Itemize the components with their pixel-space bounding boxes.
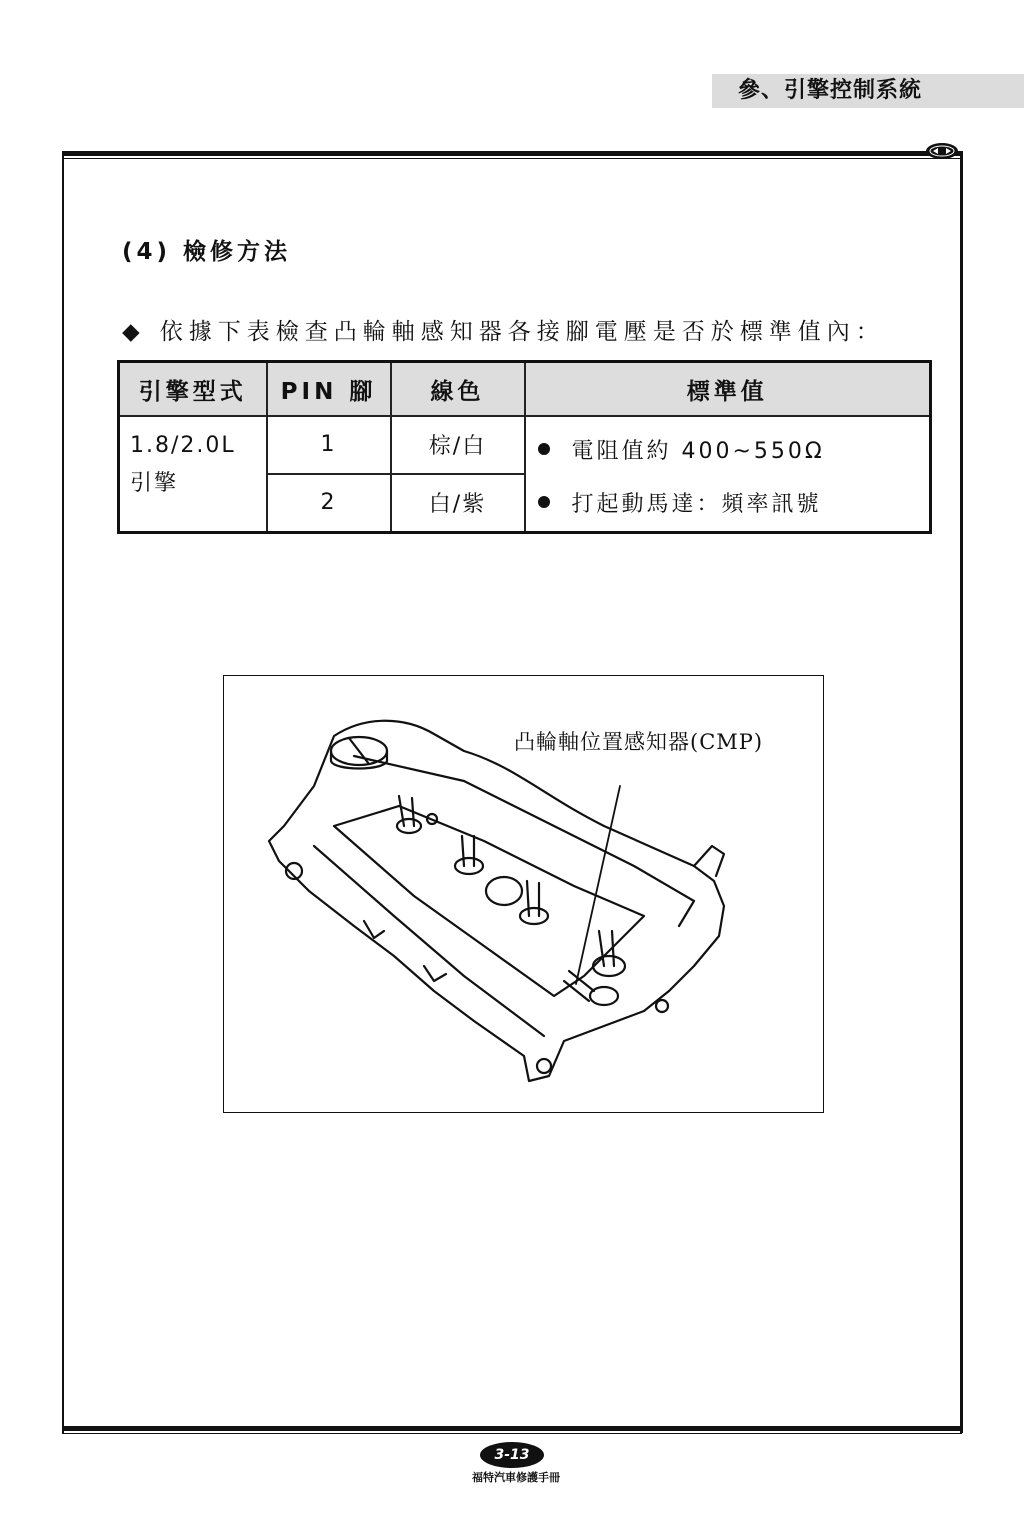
diamond-bullet-icon: ◆ [122,319,146,345]
spec-table [117,360,932,534]
table-row [119,416,931,474]
frame-bottom-border [62,1426,962,1431]
table-header-row [119,362,931,417]
frame-top-border-thin [62,158,962,159]
footer-publisher: 福特汽車修護手冊 [472,1471,560,1484]
brand-logo-icon [924,141,960,161]
frame-top-border [62,151,962,156]
chapter-title: 參、引擎控制系統 [712,74,1024,108]
wire-color-cell: 白/紫 [391,474,525,533]
figure-label: 凸輪軸位置感知器(CMP) [514,730,764,754]
standard-item [538,478,930,531]
standard-value-cell [525,416,931,533]
header-standard-value: 標準值 [525,362,931,417]
frame-left-border [62,151,64,1433]
engine-type-cell [119,416,267,533]
engine-type-line2: 引擎 [130,471,179,496]
instruction-line [122,313,885,346]
pin-cell: 2 [267,474,391,533]
pin-cell: 1 [267,416,391,474]
engine-type-line1: 1.8/2.0L [130,433,236,458]
frame-right-border [960,151,963,1433]
wire-color-cell: 棕/白 [391,416,525,474]
header-wire-color: 線色 [391,362,525,417]
header-pin: PIN 腳 [267,362,391,417]
figure-box [223,675,824,1113]
standard-text: 電阻值約 400~550Ω [571,439,825,464]
frame-bottom-border-thin [62,1433,962,1434]
bullet-icon [538,496,550,508]
page-number-badge: 3-13 [480,1442,544,1468]
standard-item [538,425,930,478]
instruction-text: 依據下表檢查凸輪軸感知器各接腳電壓是否於標準值內： [159,319,885,345]
standard-text: 打起動馬達：頻率訊號 [571,492,822,517]
bullet-icon [538,443,550,455]
section-heading: (4) 檢修方法 [122,239,292,265]
header-engine-type: 引擎型式 [119,362,267,417]
engine-cover-illustration [224,676,822,1111]
